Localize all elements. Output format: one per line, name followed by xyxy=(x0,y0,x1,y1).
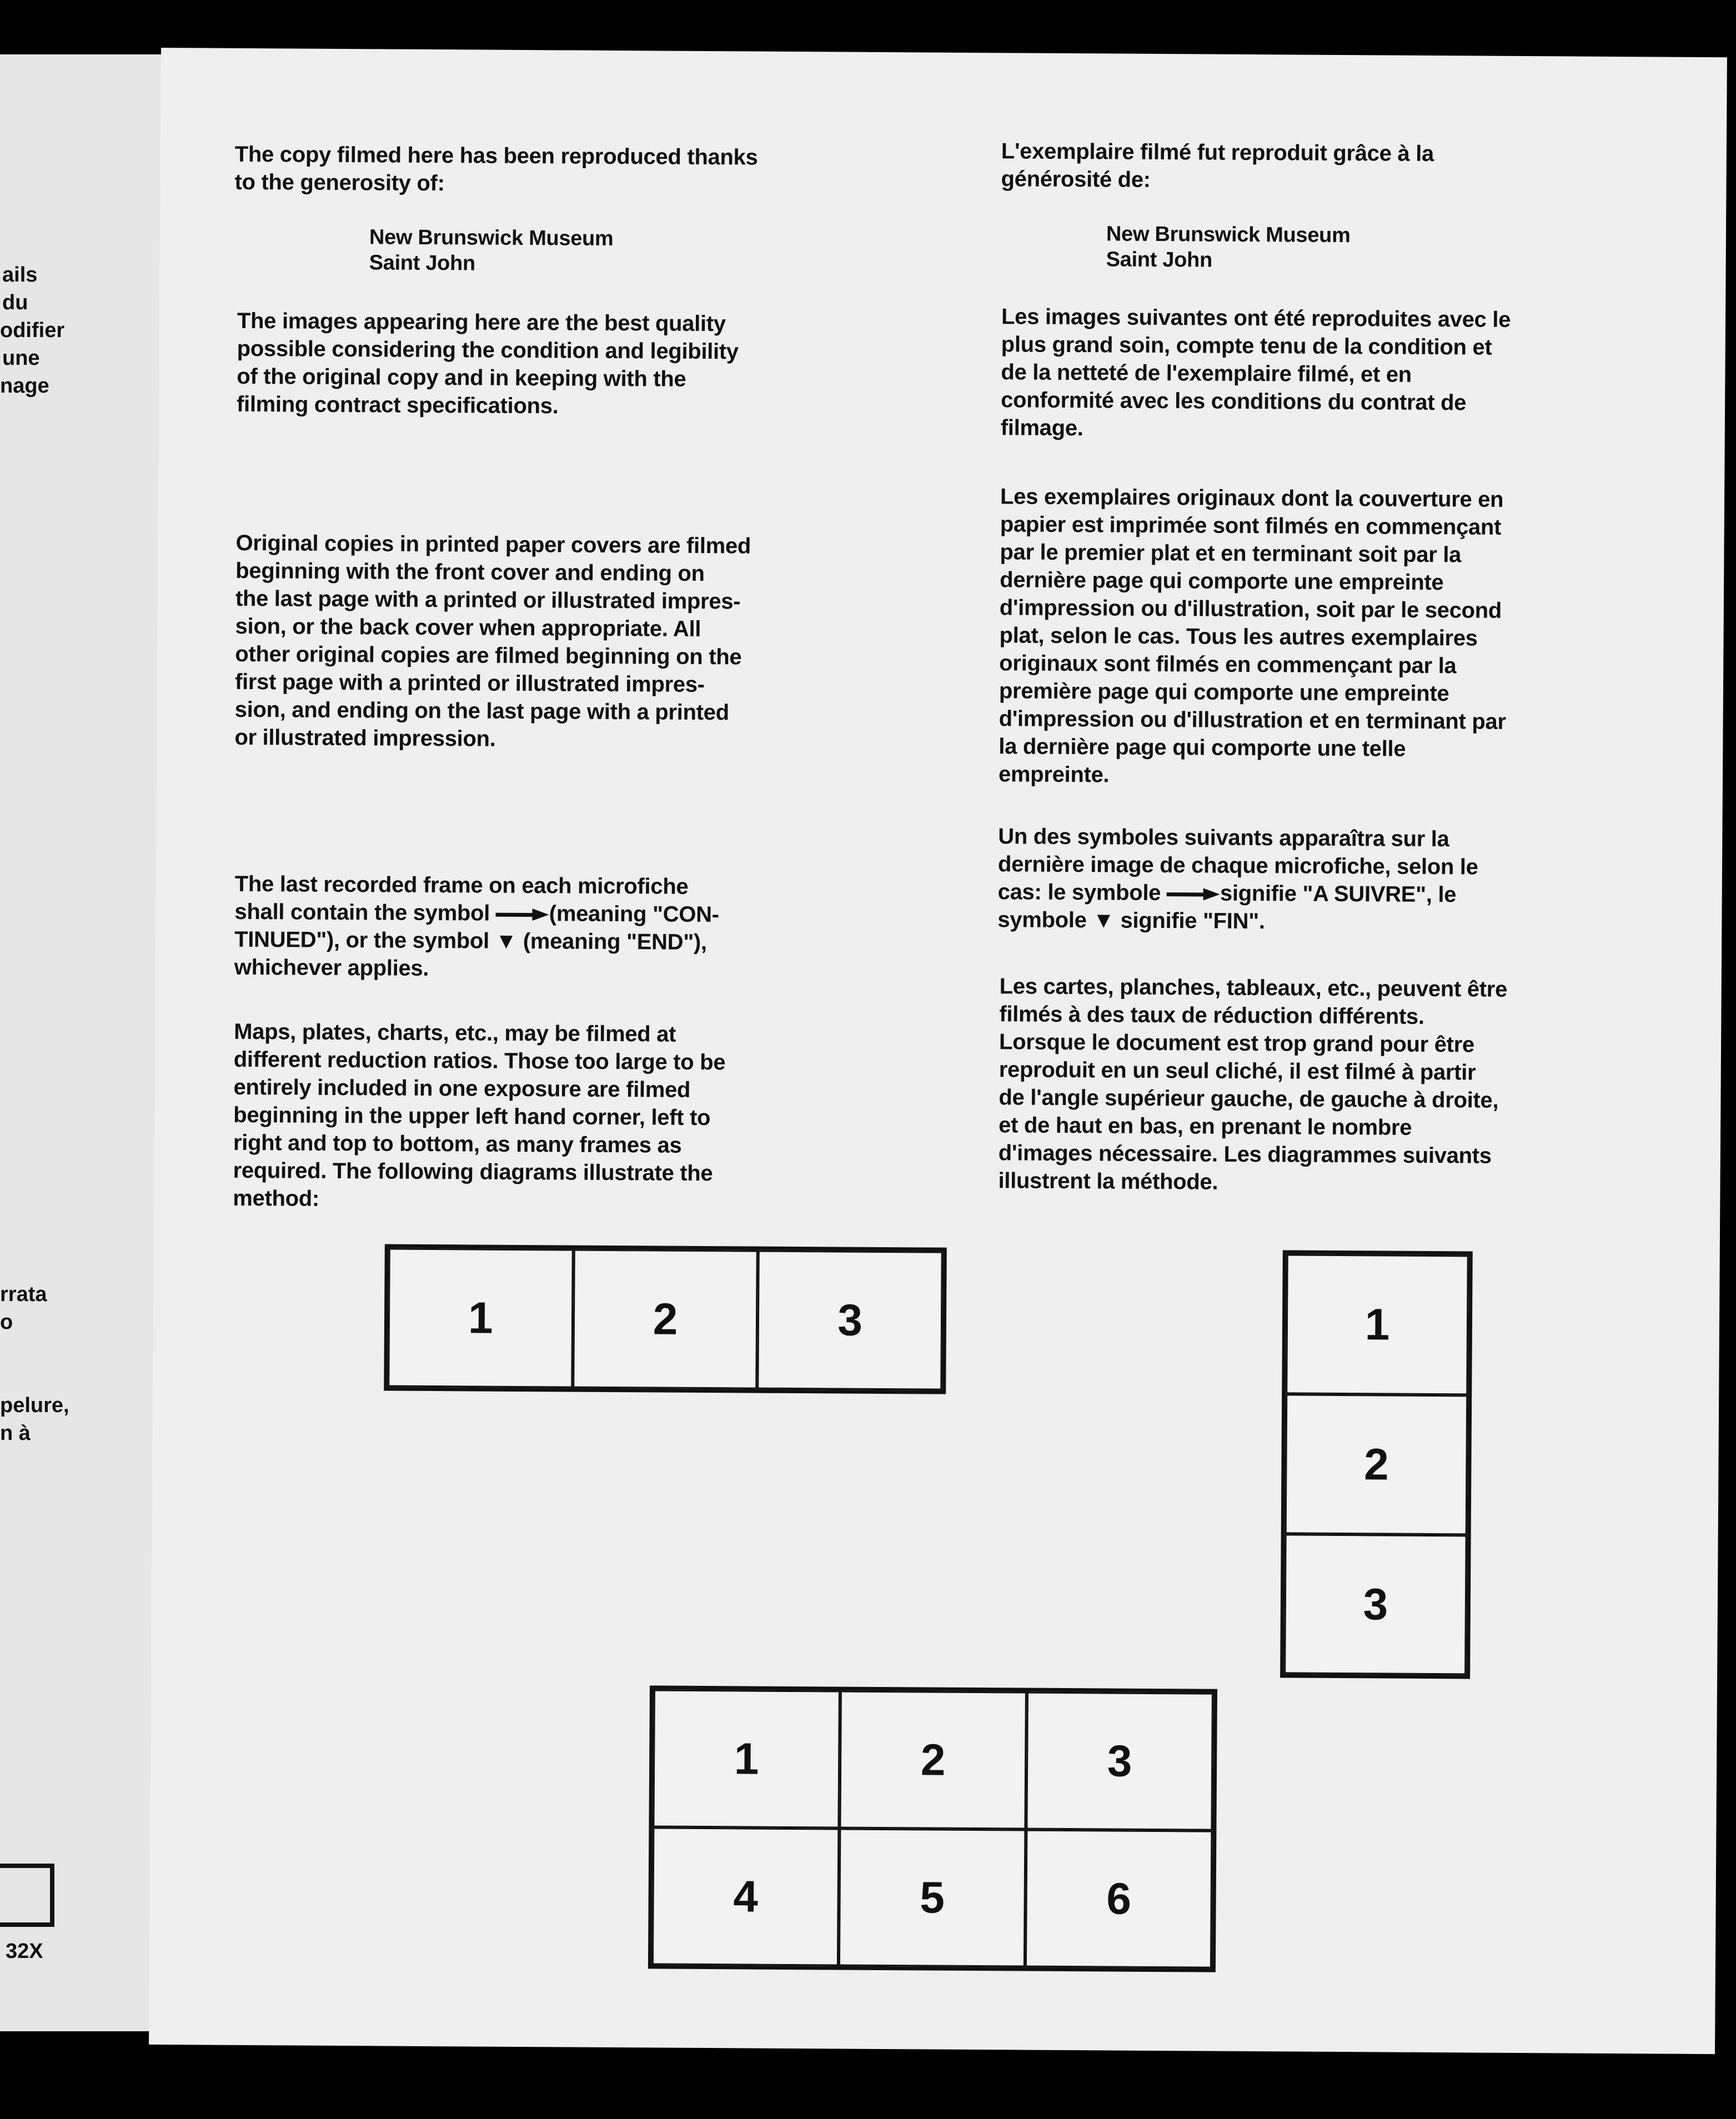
english-institution: New Brunswick Museum Saint John xyxy=(369,225,614,275)
french-maps-paragraph: Les cartes, planches, tableaux, etc., peuvent être filmés à des taux de réduction différents. Lorsque le document est trop grand pour être reproduit en un seul cliché, il est filmé à partir de l'angle supérieur gauche, de gauche à droite, et de haut en bas, en prenant le nombre d'images nécessaire. Les diagrammes suivants illustrent la méthode. xyxy=(998,974,1508,1194)
diagram-horizontal-frames xyxy=(384,1244,947,1394)
french-quality-paragraph: Les images suivantes ont été reproduites avec le plus grand soin, compte tenu de la condition et de la netteté de l'exemplaire filmé, et en conformité avec les conditions du contrat de filmage. xyxy=(1000,304,1511,441)
prev-sheet-line: pelure, xyxy=(0,1394,69,1417)
prev-sheet-line: ails xyxy=(2,263,38,287)
frame-cell: 2 xyxy=(1285,1394,1468,1535)
diagram-six-frame-grid xyxy=(648,1685,1217,1972)
english-originals-paragraph: Original copies in printed paper covers are filmed beginning with the front cover and ending on the last page with a printed or illustrated impres- sion, or the back cover when appropriate. All other original copies are filmed beginning on the first page with a printed or illustrated impres- sion, and ending on the last page with a printed or illustrated impression. xyxy=(234,530,751,751)
frame-cell: 1 xyxy=(1286,1254,1469,1395)
english-quality-paragraph: The images appearing here are the best quality possible considering the condition and legibility of the original copy and in keeping with the filming contract specifications. xyxy=(236,308,739,419)
french-column xyxy=(997,137,1679,1194)
diagram-vertical-frames xyxy=(1280,1250,1473,1679)
french-institution: New Brunswick Museum Saint John xyxy=(1106,222,1351,272)
frame-cell: 2 xyxy=(573,1249,758,1389)
prev-sheet-line: nage xyxy=(0,374,49,398)
continued-arrow-icon xyxy=(1167,888,1220,901)
frame-cell: 4 xyxy=(652,1827,840,1966)
target-page xyxy=(149,48,1727,2054)
prev-sheet-line: n à xyxy=(0,1422,31,1445)
english-symbols-text-b: (meaning "CON- TINUED"), or the symbol ▼ (meaning "END"), whichever applies. xyxy=(234,901,719,981)
french-originals-paragraph: Les exemplaires originaux dont la couverture en papier est imprimée sont filmés en commençant par le premier plat et en terminant soit par la dernière page qui comporte une empreinte d'impression ou d'illustration, soit par le second plat, selon le cas. Tous les autres exemplaires originaux sont filmés en commençant par la première page qui comporte une empreinte d'impression ou d'illustration et en terminant par la dernière page qui comporte une telle empreinte. xyxy=(998,484,1506,787)
prev-sheet-line: une xyxy=(2,347,40,370)
continued-arrow-icon xyxy=(496,908,549,921)
english-symbols-text-a: The last recorded frame on each microfiche shall contain the symbol xyxy=(234,871,689,926)
frame-cell: 3 xyxy=(1026,1692,1213,1831)
english-maps-paragraph: Maps, plates, charts, etc., may be filmed at different reduction ratios. Those too large to be entirely included in one exposure are filmed beginning in the upper left hand corner, left to right and top to bottom, as many frames as required. The following diagrams illustrate the method: xyxy=(233,1019,726,1211)
previous-sheet-edge xyxy=(0,54,170,2031)
prev-sheet-line: o xyxy=(0,1310,13,1334)
french-symbols-text-b: signifie "A SUIVRE", le symbole ▼ signifie "FIN". xyxy=(997,881,1457,934)
frame-cell: 5 xyxy=(839,1829,1026,1967)
english-intro: The copy filmed here has been reproduced thanks to the generosity of: xyxy=(234,142,758,196)
frame-cell: 2 xyxy=(839,1691,1027,1830)
french-symbols-text-a: Un des symboles suivants apparaîtra sur la dernière image de chaque microfiche, selon le cas: le symbole xyxy=(997,824,1478,906)
french-intro: L'exemplaire filmé fut reproduit grâce à la générosité de: xyxy=(1001,139,1434,192)
frame-cell: 6 xyxy=(1025,1830,1213,1969)
english-symbols-paragraph xyxy=(234,870,868,985)
resolution-target-box xyxy=(0,1864,54,1927)
prev-sheet-line: odifier xyxy=(0,319,65,342)
prev-sheet-line: rrata xyxy=(0,1283,47,1306)
frame-cell: 3 xyxy=(757,1251,943,1390)
frame-cell: 3 xyxy=(1284,1534,1467,1675)
frame-cell: 1 xyxy=(388,1248,573,1388)
frame-cell: 1 xyxy=(653,1689,840,1828)
reduction-ratio-label: 32X xyxy=(6,1940,43,1963)
english-column xyxy=(233,140,868,1211)
french-symbols-paragraph xyxy=(997,822,1675,937)
prev-sheet-line: du xyxy=(2,291,28,314)
